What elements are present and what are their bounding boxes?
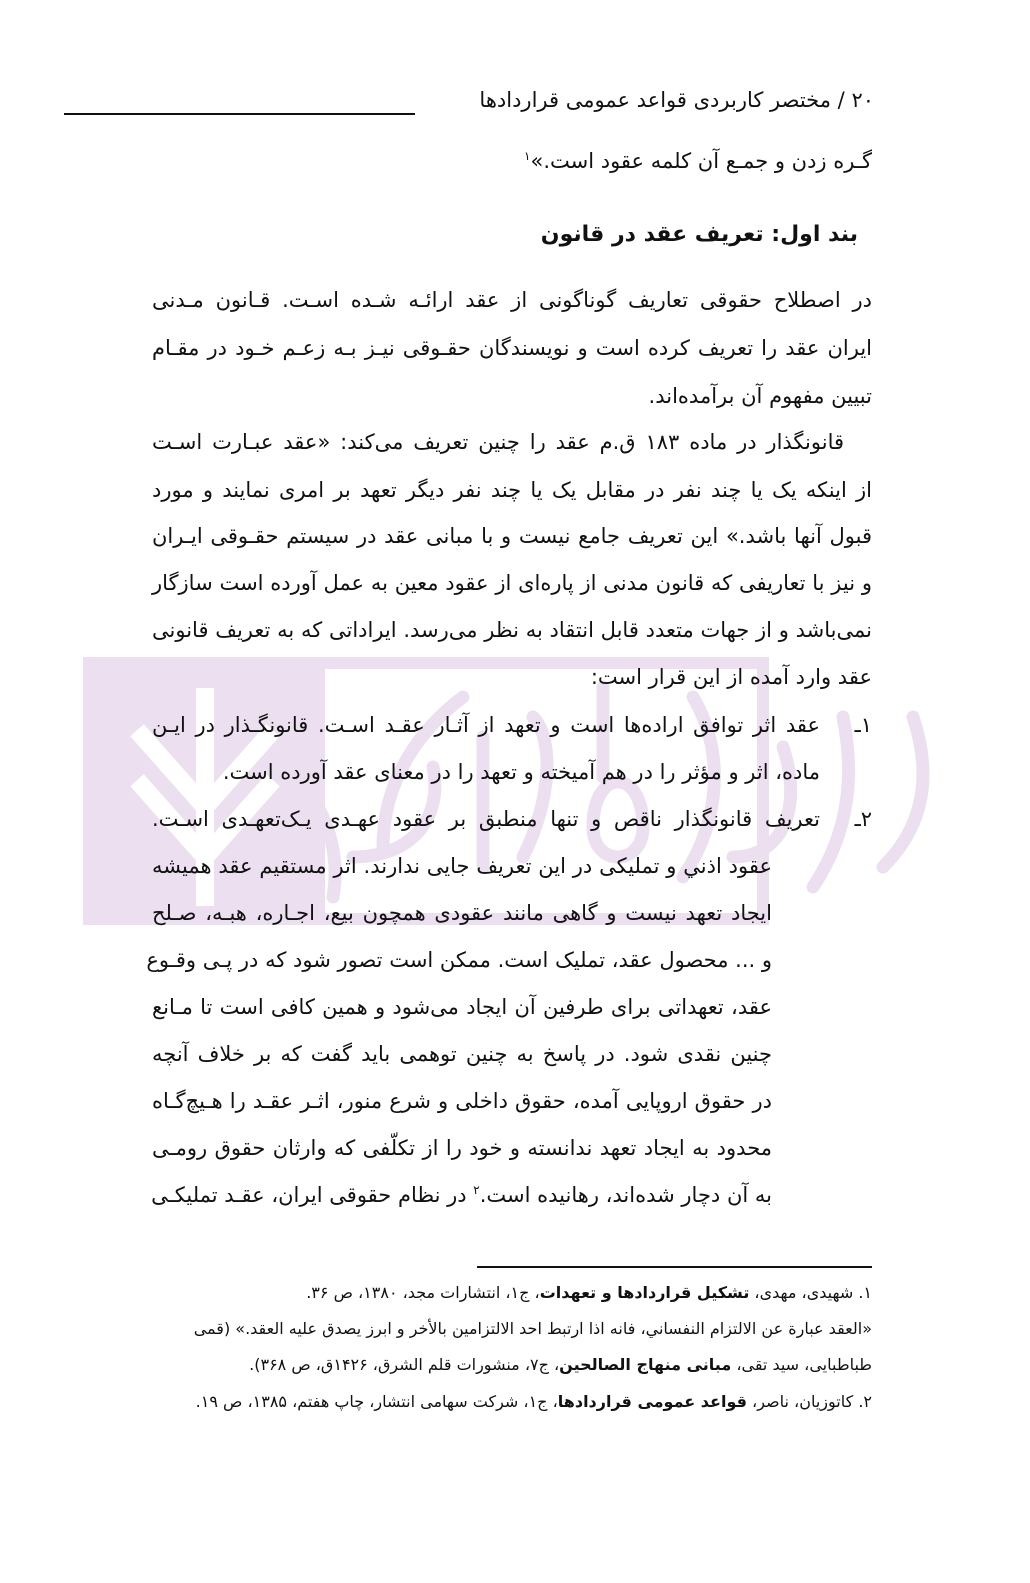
paragraph-line: عقد وارد آمده از این قرار است: [590, 665, 872, 689]
book-title: مختصر کاربردی قواعد عمومی قراردادها [479, 88, 831, 112]
paragraph-line: در اصطلاح حقوقی تعاریف گوناگونی از عقد ارائـه شـده اسـت. قـانون مـدنی [152, 288, 872, 312]
list-line: و ... محصول عقد، تملیک است. ممکن است تصور شود که در پـی وقـوع [146, 948, 772, 972]
footnote-book-title: مبانی منهاج الصالحین [559, 1355, 732, 1374]
footnote-1 [306, 1281, 872, 1305]
list-line: در حقوق اروپایی آمده، حقوق داخلی و شرع منور، اثـر عقـد را هـیچ‌گـاه [152, 1089, 772, 1113]
list-number: ۱ـ [854, 713, 872, 737]
paragraph-line: قانونگذار در ماده ۱۸۳ ق.م عقد را چنین تعریف می‌کند: «عقد عبـارت اسـت [152, 430, 845, 454]
footnote-text: طباطبایی، سید تقی، [731, 1355, 872, 1374]
list-line: عقود اذني و تملیکی در این تعریف جایی ندارند. اثر مستقیم عقد همیشه [152, 854, 772, 878]
list-line: تعریف قانونگذار ناقص و تنها منطبق بر عقود عهـدی یـک‌تعهـدی اسـت. [152, 807, 820, 831]
paragraph-line: ایران عقد را تعریف کرده است و نویسندگان حقـوقی نیـز بـه زعـم خـود در مقـام [152, 336, 872, 360]
list-line: ماده، اثر و مؤثر را در هم آمیخته و تعهد را در معنای عقد آورده است. [222, 760, 820, 784]
header-rule [64, 113, 415, 115]
list-number: ۲ـ [854, 807, 872, 831]
footnote-text: ۱. شهیدی، مهدی، [749, 1283, 872, 1302]
continuation-text: گـره زدن و جمـع آن کلمه عقود است.» [530, 149, 872, 173]
footnote-book-title: قواعد عمومی قراردادها [557, 1392, 747, 1411]
list-line-last [152, 1180, 772, 1210]
footnote-book-title: تشکیل قراردادها و تعهدات [539, 1283, 750, 1302]
list-line: چنین نقدی شود. در پاسخ به چنین توهمی باید گفت که بر خلاف آنچه [152, 1042, 772, 1066]
footnote-ref-1[interactable]: ۱ [524, 149, 531, 163]
paragraph-line: تبیین مفهوم آن برآمده‌اند. [648, 384, 872, 408]
running-header [64, 84, 874, 124]
footnote-text: ۲. کاتوزیان، ناصر، [746, 1392, 872, 1411]
header-separator: / [837, 88, 845, 112]
section-heading: بند اول: تعریف عقد در قانون [540, 222, 858, 247]
footnote-1-quote: «العقد عبارة عن الالتزام النفساني، فانه اذا ارتبط احد الالتزامين بالأخر و ابرز يصدق عليه العقد.» (قمی [193, 1319, 872, 1338]
footnote-rule [477, 1266, 872, 1268]
list-line-text: در نظام حقوقی ایران، عقـد تملیکـی [151, 1183, 474, 1207]
paragraph-line: از اینکه یک یا چند نفر در مقابل یک یا چند نفر دیگر تعهد بر امری نمایند و مورد [152, 478, 872, 502]
publisher-logo-icon [83, 657, 953, 925]
page-number: ۲۰ [851, 88, 874, 112]
continuation-line [152, 146, 872, 176]
list-line: محدود به ایجاد تعهد ندانسته و خود را از تکلّفی که وارثان حقوق رومـی [152, 1136, 772, 1160]
paragraph-line: نمی‌باشد و از جهات متعدد قابل انتقاد به نظر می‌رسد. ایراداتی که به تعریف قانونی [152, 618, 872, 642]
paragraph-line: و نیز با تعاریفی که قانون مدنی از پاره‌ای از عقود معین به عمل آورده است سازگار [152, 571, 872, 595]
footnote-text: ، ج۱، انتشارات مجد، ۱۳۸۰، ص ۳۶. [306, 1283, 540, 1302]
list-line-text: به آن دچار شده‌اند، رهانیده است. [479, 1183, 772, 1207]
header-title [479, 88, 874, 112]
footnote-text: ، ج۱، شرکت سهامی انتشار، چاپ هفتم، ۱۳۸۵، ص ۱۹. [195, 1392, 558, 1411]
list-line: عقد، تعهداتی برای طرفین آن ایجاد می‌شود و همین کافی است تا مـانع [152, 995, 772, 1019]
list-line: عقد اثر توافق اراده‌ها است و تعهد از آثـار عقـد اسـت. قانونگـذار در ایـن [152, 713, 820, 737]
list-line: ایجاد تعهد نیست و گاهی مانند عقودی همچون بیع، اجـاره، هبـه، صـلح [152, 901, 772, 925]
paragraph-line: قبول آنها باشد.» این تعریف جامع نیست و با مبانی عقد در سیستم حقـوقی ایـران [152, 524, 872, 548]
footnote-1-citation [249, 1353, 872, 1377]
footnote-text: ، ج۷، منشورات قلم الشرق، ۱۴۲۶ق، ص ۳۶۸). [249, 1355, 560, 1374]
footnote-2 [196, 1390, 872, 1414]
footnote-ref-2[interactable]: ۲ [473, 1183, 480, 1197]
